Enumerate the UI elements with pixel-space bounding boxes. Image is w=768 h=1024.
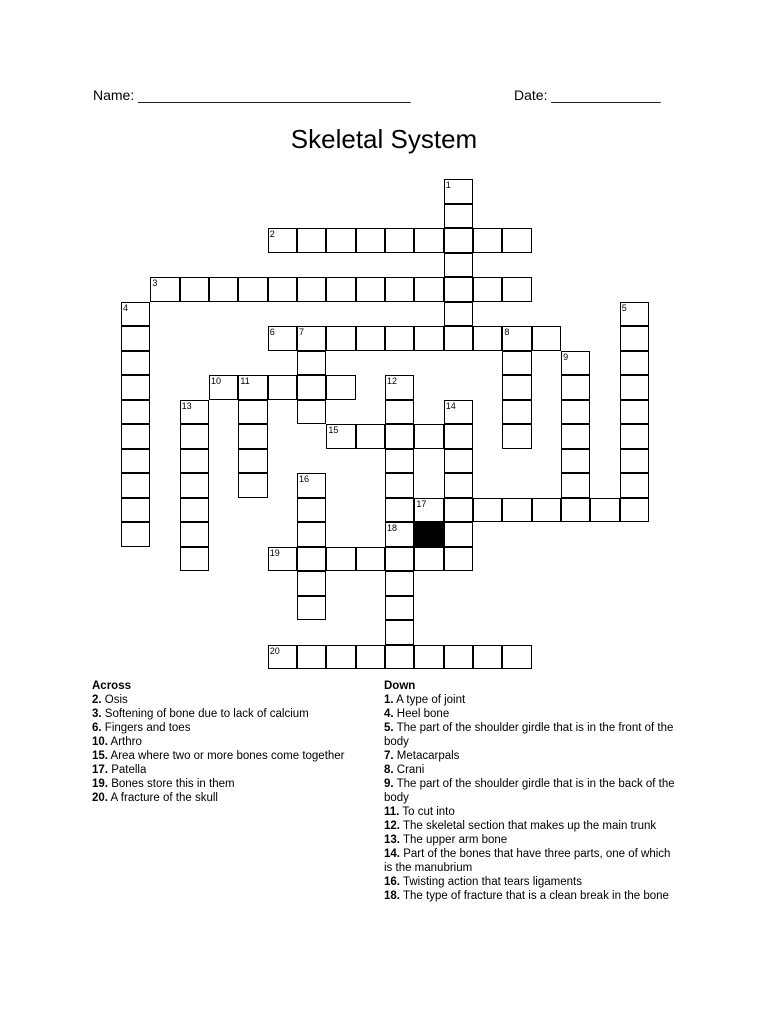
grid-cell[interactable] bbox=[590, 498, 619, 523]
grid-cell[interactable] bbox=[356, 424, 385, 449]
grid-cell[interactable] bbox=[620, 375, 649, 400]
grid-cell[interactable] bbox=[620, 302, 649, 327]
grid-cell[interactable] bbox=[444, 228, 473, 253]
grid-cell[interactable] bbox=[385, 375, 414, 400]
grid-cell[interactable] bbox=[297, 498, 326, 523]
grid-cell[interactable] bbox=[444, 498, 473, 523]
clue-number: 4 bbox=[123, 302, 129, 313]
clue-text: Osis bbox=[101, 694, 128, 706]
down-clue bbox=[384, 707, 676, 721]
down-clue bbox=[384, 693, 676, 707]
clue-text: Part of the bones that have three parts, one of which is the manubrium bbox=[384, 848, 671, 874]
clue-number-label: 19. bbox=[92, 778, 108, 790]
clue-number: 15 bbox=[328, 425, 339, 435]
grid-cell[interactable] bbox=[502, 375, 531, 400]
grid-cell[interactable] bbox=[326, 547, 355, 572]
grid-cell[interactable] bbox=[444, 547, 473, 572]
across-clue bbox=[92, 777, 377, 791]
grid-cell[interactable] bbox=[180, 473, 209, 498]
grid-cell[interactable] bbox=[326, 424, 355, 449]
grid-cell[interactable] bbox=[180, 522, 209, 547]
clue-text: Crani bbox=[393, 764, 425, 776]
grid-cell[interactable] bbox=[444, 302, 473, 327]
down-clue bbox=[384, 721, 676, 749]
clue-number-label: 4. bbox=[384, 708, 394, 720]
grid-cell[interactable] bbox=[444, 326, 473, 351]
grid-cell[interactable] bbox=[356, 326, 385, 351]
grid-cell[interactable] bbox=[121, 424, 150, 449]
clue-number: 20 bbox=[269, 645, 280, 656]
grid-cell[interactable] bbox=[444, 179, 473, 204]
across-clue bbox=[92, 749, 377, 763]
grid-cell[interactable] bbox=[532, 498, 561, 523]
clue-number-label: 14. bbox=[384, 848, 400, 860]
grid-cell[interactable] bbox=[297, 228, 326, 253]
grid-cell[interactable] bbox=[238, 449, 267, 474]
grid-cell[interactable] bbox=[121, 326, 150, 351]
grid-cell[interactable] bbox=[297, 645, 326, 670]
grid-cell[interactable] bbox=[502, 424, 531, 449]
clue-number: 16 bbox=[299, 474, 310, 484]
grid-cell[interactable] bbox=[502, 228, 531, 253]
grid-cell[interactable] bbox=[561, 375, 590, 400]
grid-cell[interactable] bbox=[444, 253, 473, 278]
clue-number: 14 bbox=[445, 400, 456, 411]
grid-cell[interactable] bbox=[620, 498, 649, 523]
grid-cell[interactable] bbox=[620, 351, 649, 376]
clue-number-label: 18. bbox=[384, 890, 400, 902]
grid-cell[interactable] bbox=[561, 449, 590, 474]
clue-number: 11 bbox=[240, 376, 250, 386]
clue-number: 1 bbox=[445, 180, 451, 190]
across-clue bbox=[92, 735, 377, 749]
down-list bbox=[384, 693, 676, 903]
grid-cell[interactable] bbox=[385, 449, 414, 474]
grid-cell[interactable] bbox=[297, 571, 326, 596]
grid-cell[interactable] bbox=[385, 645, 414, 670]
grid-cell[interactable] bbox=[444, 522, 473, 547]
grid-cell[interactable] bbox=[209, 277, 238, 302]
grid-cell[interactable] bbox=[121, 498, 150, 523]
clue-number-label: 13. bbox=[384, 834, 400, 846]
clue-number: 13 bbox=[181, 400, 192, 411]
grid-cell[interactable] bbox=[414, 326, 443, 351]
grid-cell[interactable] bbox=[414, 228, 443, 253]
grid-cell[interactable] bbox=[180, 400, 209, 425]
grid-cell[interactable] bbox=[326, 375, 355, 400]
grid-cell[interactable] bbox=[297, 400, 326, 425]
grid-cell[interactable] bbox=[385, 228, 414, 253]
clue-text: A fracture of the skull bbox=[108, 792, 218, 804]
grid-cell[interactable] bbox=[473, 228, 502, 253]
grid-cell[interactable] bbox=[385, 277, 414, 302]
clue-number-label: 6. bbox=[92, 722, 102, 734]
grid-cell[interactable] bbox=[620, 449, 649, 474]
grid-cell[interactable] bbox=[444, 473, 473, 498]
down-clue bbox=[384, 777, 676, 805]
grid-cell[interactable] bbox=[326, 645, 355, 670]
clue-number: 3 bbox=[152, 278, 158, 288]
grid-cell[interactable] bbox=[385, 547, 414, 572]
grid-cell[interactable] bbox=[121, 375, 150, 400]
clue-text: A type of joint bbox=[393, 694, 466, 706]
clue-text: Area where two or more bones come together bbox=[108, 750, 345, 762]
clue-number-label: 11. bbox=[384, 806, 400, 818]
grid-cell[interactable] bbox=[414, 424, 443, 449]
grid-cell[interactable] bbox=[561, 473, 590, 498]
grid-cell[interactable] bbox=[473, 326, 502, 351]
clue-number: 18 bbox=[387, 523, 398, 533]
clue-text: The type of fracture that is a clean break in the bone bbox=[400, 890, 669, 902]
grid-cell[interactable] bbox=[385, 400, 414, 425]
clue-number-label: 9. bbox=[384, 778, 394, 790]
grid-cell[interactable] bbox=[268, 375, 297, 400]
grid-cell[interactable] bbox=[414, 547, 443, 572]
down-clue bbox=[384, 805, 676, 819]
clue-number: 8 bbox=[504, 327, 510, 337]
grid-cell[interactable] bbox=[502, 400, 531, 425]
grid-cell[interactable] bbox=[561, 400, 590, 425]
grid-cell[interactable] bbox=[297, 375, 326, 400]
grid-cell[interactable] bbox=[502, 326, 531, 351]
grid-cell[interactable] bbox=[238, 400, 267, 425]
clue-text: Arthro bbox=[108, 736, 142, 748]
down-clue bbox=[384, 889, 676, 903]
clue-number: 17 bbox=[416, 498, 427, 509]
across-clue bbox=[92, 721, 377, 735]
across-clue bbox=[92, 763, 377, 777]
grid-cell[interactable] bbox=[326, 326, 355, 351]
grid-cell[interactable] bbox=[356, 645, 385, 670]
grid-cell[interactable] bbox=[268, 645, 297, 670]
grid-cell[interactable] bbox=[385, 498, 414, 523]
grid-cell[interactable] bbox=[620, 400, 649, 425]
clue-number: 12 bbox=[387, 376, 398, 386]
grid-cell[interactable] bbox=[180, 277, 209, 302]
grid-cell[interactable] bbox=[180, 547, 209, 572]
grid-cell[interactable] bbox=[356, 547, 385, 572]
down-clue bbox=[384, 875, 676, 889]
grid-cell[interactable] bbox=[561, 351, 590, 376]
grid-cell[interactable] bbox=[297, 547, 326, 572]
clue-number: 7 bbox=[299, 327, 305, 337]
clue-number-label: 1. bbox=[384, 694, 394, 706]
down-clue bbox=[384, 847, 676, 875]
grid-cell[interactable] bbox=[532, 326, 561, 351]
grid-cell[interactable] bbox=[326, 277, 355, 302]
clue-text: The part of the shoulder girdle that is in the back of the body bbox=[384, 778, 675, 804]
clue-number-label: 8. bbox=[384, 764, 394, 776]
clue-number-label: 16. bbox=[384, 876, 400, 888]
grid-cell[interactable] bbox=[620, 424, 649, 449]
grid-cell[interactable] bbox=[620, 473, 649, 498]
grid-cell[interactable] bbox=[561, 424, 590, 449]
clue-text: Fingers and toes bbox=[101, 722, 191, 734]
across-clues bbox=[92, 679, 377, 805]
page-title: Skeletal System bbox=[290, 124, 478, 154]
grid-cell[interactable] bbox=[444, 449, 473, 474]
grid-cell[interactable] bbox=[444, 424, 473, 449]
grid-cell[interactable] bbox=[180, 498, 209, 523]
grid-cell[interactable] bbox=[121, 522, 150, 547]
grid-cell[interactable] bbox=[268, 277, 297, 302]
clue-number: 5 bbox=[621, 302, 627, 313]
clue-text: Bones store this in them bbox=[108, 778, 235, 790]
grid-cell[interactable] bbox=[238, 424, 267, 449]
across-list bbox=[92, 693, 377, 805]
grid-cell[interactable] bbox=[385, 326, 414, 351]
grid-cell[interactable] bbox=[414, 645, 443, 670]
across-clue bbox=[92, 791, 377, 805]
clue-number: 19 bbox=[269, 547, 280, 558]
grid-cell[interactable] bbox=[385, 473, 414, 498]
clue-number-label: 2. bbox=[92, 694, 102, 706]
grid-cell[interactable] bbox=[180, 449, 209, 474]
grid-cell[interactable] bbox=[326, 228, 355, 253]
clue-text: Patella bbox=[108, 764, 147, 776]
grid-cell[interactable] bbox=[297, 522, 326, 547]
grid-cell[interactable] bbox=[444, 277, 473, 302]
down-clue bbox=[384, 833, 676, 847]
grid-cell[interactable] bbox=[502, 645, 531, 670]
clue-text: The part of the shoulder girdle that is in the front of the body bbox=[384, 722, 674, 748]
grid-cell[interactable] bbox=[356, 277, 385, 302]
grid-cell[interactable] bbox=[385, 571, 414, 596]
grid-cell[interactable] bbox=[268, 326, 297, 351]
grid-cell[interactable] bbox=[180, 424, 209, 449]
down-clue bbox=[384, 749, 676, 763]
grid-cell[interactable] bbox=[502, 498, 531, 523]
grid-cell[interactable] bbox=[385, 522, 414, 547]
clue-number-label: 15. bbox=[92, 750, 108, 762]
grid-cell[interactable] bbox=[385, 424, 414, 449]
grid-cell[interactable] bbox=[238, 277, 267, 302]
grid-cell[interactable] bbox=[121, 351, 150, 376]
grid-cell[interactable] bbox=[502, 351, 531, 376]
grid-cell[interactable] bbox=[238, 473, 267, 498]
down-heading: Down bbox=[384, 680, 416, 692]
clue-number-label: 7. bbox=[384, 750, 394, 762]
grid-cell[interactable] bbox=[385, 596, 414, 621]
grid-cell[interactable] bbox=[268, 547, 297, 572]
grid-cell[interactable] bbox=[502, 277, 531, 302]
clue-text: Heel bone bbox=[393, 708, 450, 720]
across-clue bbox=[92, 707, 377, 721]
grid-cell[interactable] bbox=[356, 228, 385, 253]
grid-cell[interactable] bbox=[121, 449, 150, 474]
clue-number: 10 bbox=[211, 376, 222, 386]
clue-text: Metacarpals bbox=[393, 750, 460, 762]
grid-cell[interactable] bbox=[414, 277, 443, 302]
grid-cell[interactable] bbox=[385, 620, 414, 645]
name-field[interactable]: Name: ___________________________________ bbox=[93, 87, 411, 103]
down-clue bbox=[384, 819, 676, 833]
grid-cell[interactable] bbox=[473, 498, 502, 523]
clue-number: 2 bbox=[269, 229, 275, 239]
grid-cell[interactable] bbox=[444, 645, 473, 670]
clue-number-label: 20. bbox=[92, 792, 108, 804]
grid-cell[interactable] bbox=[297, 326, 326, 351]
clue-number-label: 3. bbox=[92, 708, 102, 720]
clue-text: To cut into bbox=[399, 806, 455, 818]
grid-cell[interactable] bbox=[121, 400, 150, 425]
grid-cell[interactable] bbox=[444, 204, 473, 229]
grid-cell[interactable] bbox=[561, 498, 590, 523]
down-clues bbox=[384, 679, 676, 903]
grid-cell[interactable] bbox=[414, 498, 443, 523]
clue-text: Softening of bone due to lack of calcium bbox=[101, 708, 309, 720]
clue-text: The upper arm bone bbox=[400, 834, 508, 846]
clue-number: 9 bbox=[563, 351, 569, 362]
clue-text: The skeletal section that makes up the main trunk bbox=[400, 820, 657, 832]
clue-number: 6 bbox=[269, 327, 275, 337]
down-clue bbox=[384, 763, 676, 777]
across-clue bbox=[92, 693, 377, 707]
blocked-cell bbox=[414, 522, 443, 547]
grid-cell[interactable] bbox=[268, 228, 297, 253]
grid-cell[interactable] bbox=[297, 596, 326, 621]
clue-number-label: 10. bbox=[92, 736, 108, 748]
grid-cell[interactable] bbox=[444, 400, 473, 425]
grid-cell[interactable] bbox=[620, 326, 649, 351]
grid-cell[interactable] bbox=[121, 302, 150, 327]
date-field[interactable]: Date: ______________ bbox=[514, 87, 661, 103]
clue-number-label: 12. bbox=[384, 820, 400, 832]
grid-cell[interactable] bbox=[297, 277, 326, 302]
clue-text: Twisting action that tears ligaments bbox=[400, 876, 582, 888]
grid-cell[interactable] bbox=[150, 277, 179, 302]
grid-cell[interactable] bbox=[473, 277, 502, 302]
grid-cell[interactable] bbox=[121, 473, 150, 498]
grid-cell[interactable] bbox=[297, 351, 326, 376]
grid-cell[interactable] bbox=[473, 645, 502, 670]
clue-number-label: 5. bbox=[384, 722, 394, 734]
grid-cell[interactable] bbox=[297, 473, 326, 498]
across-heading: Across bbox=[92, 680, 131, 692]
grid-cell[interactable] bbox=[209, 375, 238, 400]
clue-number-label: 17. bbox=[92, 764, 108, 776]
grid-cell[interactable] bbox=[238, 375, 267, 400]
